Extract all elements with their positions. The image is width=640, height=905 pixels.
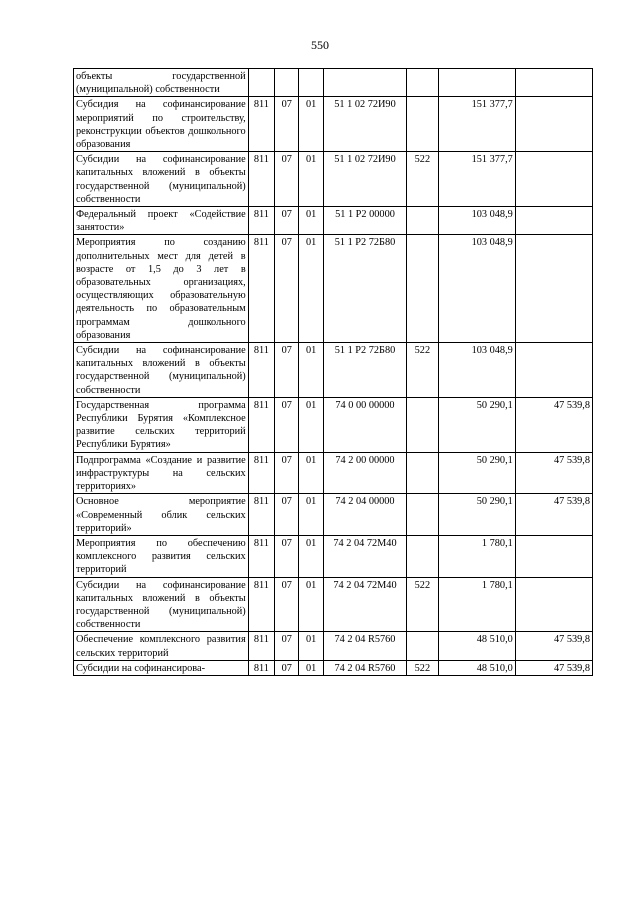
row-csr: 74 2 04 R5760 — [323, 660, 406, 675]
row-name: Субсидия на софинансирование мероприятий по строительству, реконструкции объектов дошкольного образования — [74, 97, 249, 152]
row-sum1: 103 048,9 — [438, 343, 515, 398]
page-number: 550 — [311, 38, 329, 52]
row-sum1: 1 780,1 — [438, 535, 515, 577]
table-row — [74, 494, 593, 536]
row-pr: 01 — [299, 452, 323, 494]
row-ved: 811 — [248, 494, 274, 536]
table-row — [74, 97, 593, 152]
row-name: Государственная программа Республики Бурятия «Комплексное развитие сельских территорий Республики Бурятия» — [74, 397, 249, 452]
row-name: Обеспечение комплексного развития сельских территорий — [74, 632, 249, 660]
row-csr: 51 1 02 72И90 — [323, 152, 406, 207]
row-sum2 — [515, 235, 592, 343]
row-sum2: 47 539,8 — [515, 452, 592, 494]
row-vr — [407, 69, 438, 97]
row-pr: 01 — [299, 397, 323, 452]
row-sum2 — [515, 535, 592, 577]
table-row — [74, 343, 593, 398]
row-csr: 74 2 04 00000 — [323, 494, 406, 536]
row-ved: 811 — [248, 397, 274, 452]
table-row — [74, 632, 593, 660]
table-row — [74, 235, 593, 343]
row-name: Субсидии на софинансирова- — [74, 660, 249, 675]
row-pr — [299, 69, 323, 97]
row-name: Субсидии на софинансирование капитальных вложений в объекты государственной (муниципальной) собственности — [74, 343, 249, 398]
row-sum2 — [515, 152, 592, 207]
row-pr: 01 — [299, 152, 323, 207]
row-rz: 07 — [275, 97, 299, 152]
row-rz: 07 — [275, 535, 299, 577]
row-vr: 522 — [407, 660, 438, 675]
row-csr: 51 1 P2 72Б80 — [323, 343, 406, 398]
row-pr: 01 — [299, 494, 323, 536]
table-row — [74, 152, 593, 207]
row-csr: 51 1 P2 00000 — [323, 207, 406, 235]
row-sum1: 103 048,9 — [438, 207, 515, 235]
row-rz: 07 — [275, 632, 299, 660]
row-csr: 51 1 P2 72Б80 — [323, 235, 406, 343]
table-row — [74, 207, 593, 235]
row-rz: 07 — [275, 452, 299, 494]
row-sum2: 47 539,8 — [515, 397, 592, 452]
table-row — [74, 69, 593, 97]
row-csr: 51 1 02 72И90 — [323, 97, 406, 152]
row-rz: 07 — [275, 494, 299, 536]
row-sum2 — [515, 69, 592, 97]
row-pr: 01 — [299, 535, 323, 577]
row-sum1: 50 290,1 — [438, 494, 515, 536]
row-rz: 07 — [275, 660, 299, 675]
row-ved — [248, 69, 274, 97]
budget-table-body — [74, 69, 593, 676]
row-sum1: 50 290,1 — [438, 452, 515, 494]
row-name: Основное мероприятие «Современный облик сельских территорий» — [74, 494, 249, 536]
table-row — [74, 452, 593, 494]
row-sum1: 103 048,9 — [438, 235, 515, 343]
row-rz: 07 — [275, 152, 299, 207]
row-name: Мероприятия по созданию дополнительных мест для детей в возрасте от 1,5 до 3 лет в образовательных организациях, осуществляющих образовательную деятельность по образовательным программам дошкольного образования — [74, 235, 249, 343]
row-rz — [275, 69, 299, 97]
row-csr: 74 2 04 72М40 — [323, 577, 406, 632]
row-vr: 522 — [407, 577, 438, 632]
row-ved: 811 — [248, 535, 274, 577]
row-name: Подпрограмма «Создание и развитие инфраструктуры на сельских территориях» — [74, 452, 249, 494]
row-pr: 01 — [299, 207, 323, 235]
row-sum2: 47 539,8 — [515, 494, 592, 536]
row-pr: 01 — [299, 632, 323, 660]
row-vr — [407, 207, 438, 235]
row-sum2: 47 539,8 — [515, 632, 592, 660]
row-pr: 01 — [299, 235, 323, 343]
row-name: объекты государственной (муниципальной) собственности — [74, 69, 249, 97]
row-ved: 811 — [248, 152, 274, 207]
row-rz: 07 — [275, 235, 299, 343]
row-vr — [407, 397, 438, 452]
table-row — [74, 577, 593, 632]
table-row — [74, 535, 593, 577]
row-sum1: 48 510,0 — [438, 632, 515, 660]
row-csr: 74 2 04 R5760 — [323, 632, 406, 660]
row-sum1: 50 290,1 — [438, 397, 515, 452]
row-ved: 811 — [248, 660, 274, 675]
row-name: Мероприятия по обеспечению комплексного развития сельских территорий — [74, 535, 249, 577]
row-sum1: 48 510,0 — [438, 660, 515, 675]
budget-table — [73, 68, 593, 676]
row-rz: 07 — [275, 397, 299, 452]
row-ved: 811 — [248, 235, 274, 343]
row-sum2 — [515, 577, 592, 632]
row-ved: 811 — [248, 343, 274, 398]
row-pr: 01 — [299, 343, 323, 398]
row-ved: 811 — [248, 452, 274, 494]
row-pr: 01 — [299, 660, 323, 675]
row-sum2 — [515, 207, 592, 235]
row-sum1 — [438, 69, 515, 97]
row-name: Субсидии на софинансирование капитальных вложений в объекты государственной (муниципальной) собственности — [74, 577, 249, 632]
table-row — [74, 397, 593, 452]
row-vr — [407, 494, 438, 536]
row-pr: 01 — [299, 97, 323, 152]
row-csr: 74 0 00 00000 — [323, 397, 406, 452]
row-csr — [323, 69, 406, 97]
row-vr — [407, 97, 438, 152]
row-name: Субсидии на софинансирование капитальных вложений в объекты государственной (муниципальной) собственности — [74, 152, 249, 207]
row-vr: 522 — [407, 152, 438, 207]
row-vr — [407, 235, 438, 343]
row-sum2 — [515, 97, 592, 152]
row-rz: 07 — [275, 207, 299, 235]
row-vr — [407, 535, 438, 577]
row-ved: 811 — [248, 97, 274, 152]
row-csr: 74 2 00 00000 — [323, 452, 406, 494]
row-vr — [407, 452, 438, 494]
row-pr: 01 — [299, 577, 323, 632]
row-vr: 522 — [407, 343, 438, 398]
row-csr: 74 2 04 72М40 — [323, 535, 406, 577]
row-sum1: 151 377,7 — [438, 152, 515, 207]
row-sum2 — [515, 343, 592, 398]
row-sum1: 1 780,1 — [438, 577, 515, 632]
row-ved: 811 — [248, 632, 274, 660]
row-ved: 811 — [248, 577, 274, 632]
row-sum1: 151 377,7 — [438, 97, 515, 152]
row-name: Федеральный проект «Содействие занятости» — [74, 207, 249, 235]
row-rz: 07 — [275, 577, 299, 632]
row-vr — [407, 632, 438, 660]
row-sum2: 47 539,8 — [515, 660, 592, 675]
table-row — [74, 660, 593, 675]
row-ved: 811 — [248, 207, 274, 235]
row-rz: 07 — [275, 343, 299, 398]
